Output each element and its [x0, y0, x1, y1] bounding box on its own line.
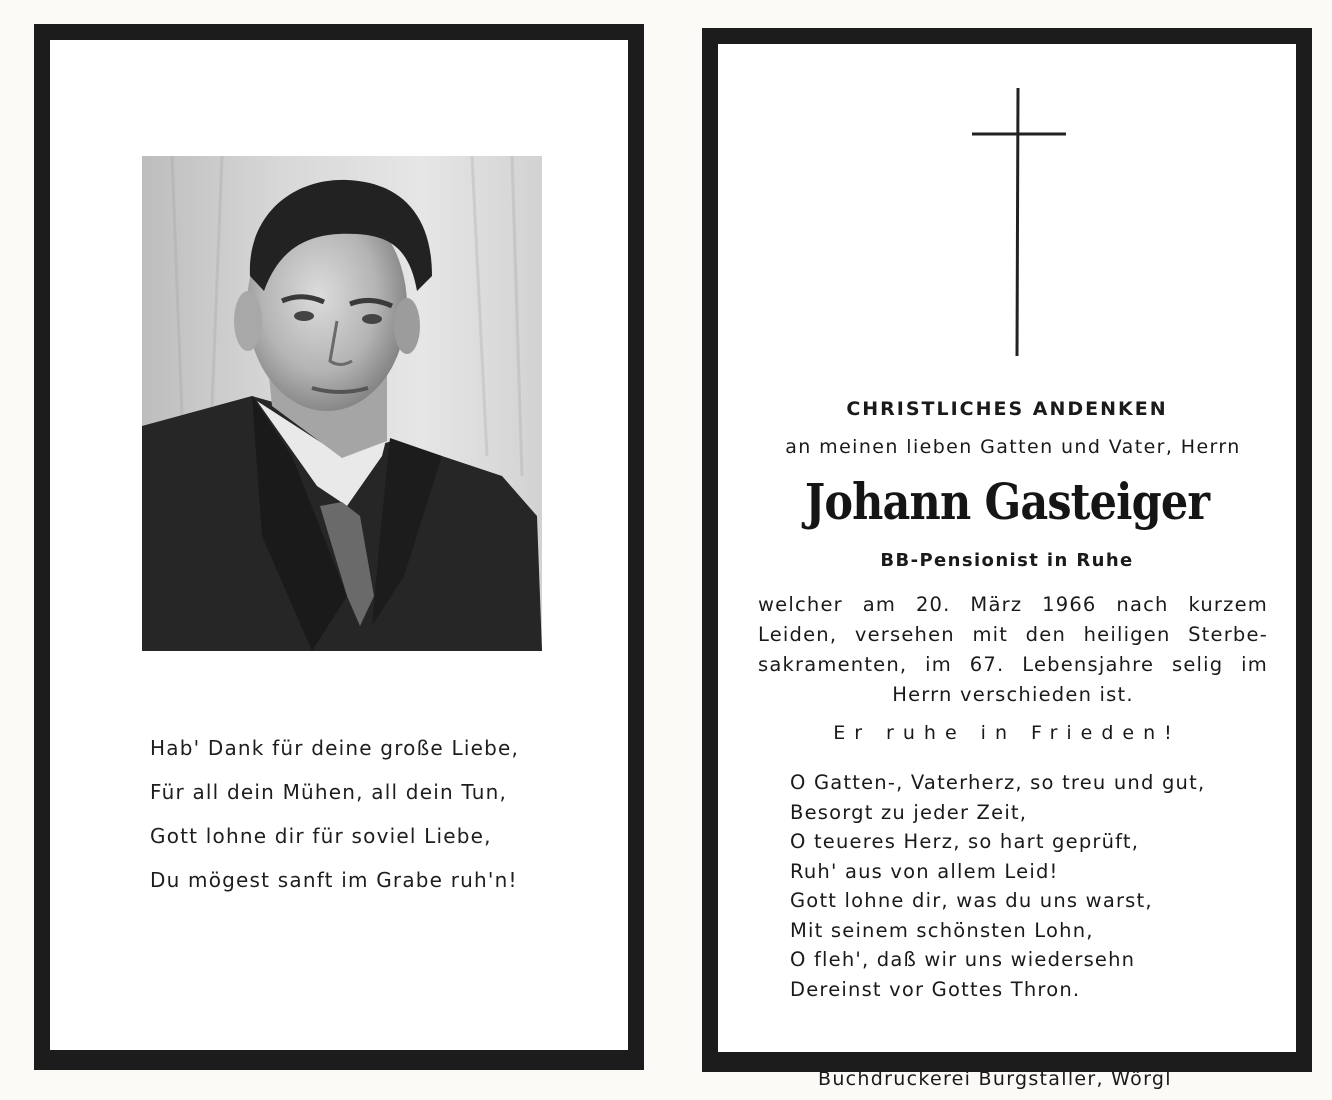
obituary-word: 20. — [915, 593, 951, 616]
poem-line: Dereinst vor Gottes Thron. — [790, 977, 1081, 1001]
poem-line: Mit seinem schönsten Lohn, — [790, 918, 1094, 942]
poem-front — [150, 726, 570, 902]
poem-line: Ruh' aus von allem Leid! — [790, 859, 1059, 883]
obituary-word: im — [925, 653, 952, 676]
obituary-line — [758, 620, 1268, 650]
obituary-word: im — [1241, 653, 1268, 676]
memorial-card-front — [34, 24, 644, 1070]
obituary-word: mit — [972, 623, 1009, 646]
memorial-card-back — [702, 28, 1312, 1072]
obituary-line — [758, 680, 1268, 710]
rest-in-peace: Er ruhe in Frieden! — [833, 722, 1181, 744]
obituary-word: 1966 — [1042, 593, 1097, 616]
printer-credit: Buchdruckerei Burgstaller, Wörgl — [818, 1068, 1172, 1090]
obituary-text — [758, 590, 1268, 710]
obituary-word: versehen — [854, 623, 955, 646]
obituary-word: Leiden, — [758, 623, 838, 646]
poem-line: Besorgt zu jeder Zeit, — [790, 800, 1028, 824]
obituary-word: selig — [1171, 653, 1224, 676]
obituary-word: März — [970, 593, 1023, 616]
obituary-word: Lebensjahre — [1022, 653, 1155, 676]
obituary-word: Sterbe- — [1188, 623, 1268, 646]
obituary-word: sakramenten, — [758, 653, 908, 676]
obituary-line — [758, 590, 1268, 620]
obituary-word: heiligen — [1083, 623, 1171, 646]
deceased-name: Johann Gasteiger — [804, 472, 1210, 531]
obituary-word: 67. — [969, 653, 1005, 676]
cross-icon — [958, 84, 1068, 359]
obituary-word: am — [862, 593, 897, 616]
intro-line: an meinen lieben Gatten und Vater, Herrn — [785, 436, 1241, 458]
poem-back — [790, 768, 1270, 1004]
obituary-word: kurzem — [1188, 593, 1268, 616]
obituary-word: den — [1025, 623, 1067, 646]
obituary-word: welcher — [758, 593, 843, 616]
poem-line: O Gatten-, Vaterherz, so treu und gut, — [790, 771, 1206, 794]
poem-line: Gott lohne dir, was du uns warst, — [790, 889, 1153, 912]
obituary-word: nach — [1116, 593, 1169, 616]
poem-line: Gott lohne dir für soviel Liebe, — [150, 824, 492, 848]
occupation: BB-Pensionist in Ruhe — [880, 550, 1134, 571]
obituary-line-text: Herrn verschieden ist. — [892, 683, 1134, 706]
poem-line: Für all dein Mühen, all dein Tun, — [150, 780, 508, 804]
poem-line: O fleh', daß wir uns wiedersehn — [790, 948, 1136, 971]
poem-line: Hab' Dank für deine große Liebe, — [150, 736, 520, 760]
card-heading: CHRISTLICHES ANDENKEN — [846, 398, 1168, 420]
obituary-line — [758, 650, 1268, 680]
poem-line: Du mögest sanft im Grabe ruh'n! — [150, 868, 518, 892]
poem-line: O teueres Herz, so hart geprüft, — [790, 830, 1140, 853]
portrait-photo — [142, 156, 542, 651]
